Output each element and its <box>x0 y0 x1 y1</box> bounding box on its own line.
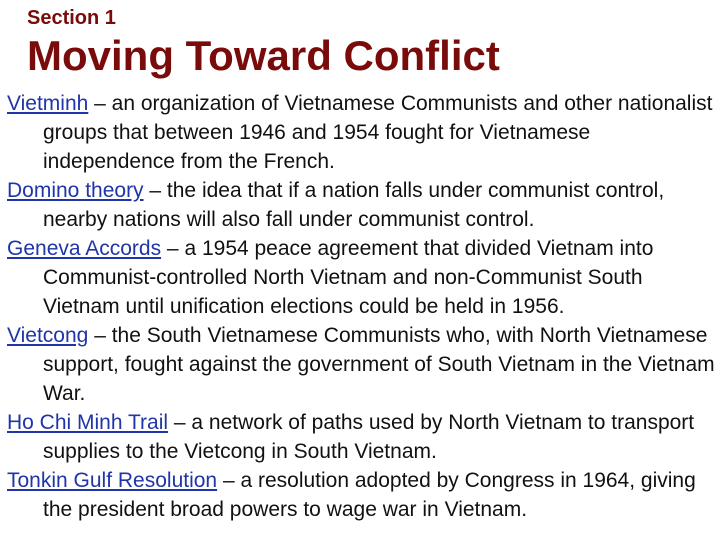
term-link-tonkin-gulf-resolution[interactable]: Tonkin Gulf Resolution <box>7 469 218 492</box>
term-item-ho-chi-minh-trail <box>7 408 720 466</box>
term-definition: – an organization of Vietnamese Communists and other nationalist groups that between 1946 and 1954 fought for Vietnamese independence from the French. <box>43 92 713 173</box>
term-link-domino-theory[interactable]: Domino theory <box>7 179 144 202</box>
term-item-vietcong <box>7 321 720 408</box>
term-link-vietcong[interactable]: Vietcong <box>7 324 89 347</box>
term-item-tonkin-gulf-resolution <box>7 466 720 524</box>
term-definition: – a resolution adopted by Congress in 1964, giving the president broad powers to wage war in Vietnam. <box>43 469 696 521</box>
term-link-vietminh[interactable]: Vietminh <box>7 92 89 115</box>
term-link-ho-chi-minh-trail[interactable]: Ho Chi Minh Trail <box>7 411 169 434</box>
slide-title: Moving Toward Conflict <box>27 32 500 79</box>
term-definition: – a network of paths used by North Vietnam to transport supplies to the Vietcong in South Vietnam. <box>43 411 695 463</box>
term-definition: – a 1954 peace agreement that divided Vietnam into Communist-controlled North Vietnam and non-Communist South Vietnam until unification elections could be held in 1956. <box>43 237 654 318</box>
term-item-domino-theory <box>7 176 720 234</box>
term-definition: – the South Vietnamese Communists who, with North Vietnamese support, fought against the government of South Vietnam in the Vietnam War. <box>43 324 715 405</box>
term-link-geneva-accords[interactable]: Geneva Accords <box>7 237 162 260</box>
term-definition: – the idea that if a nation falls under communist control, nearby nations will also fall under communist control. <box>43 179 665 231</box>
term-item-vietminh <box>7 89 720 176</box>
terms-list <box>7 89 720 524</box>
term-item-geneva-accords <box>7 234 720 321</box>
section-label: Section 1 <box>27 7 116 29</box>
